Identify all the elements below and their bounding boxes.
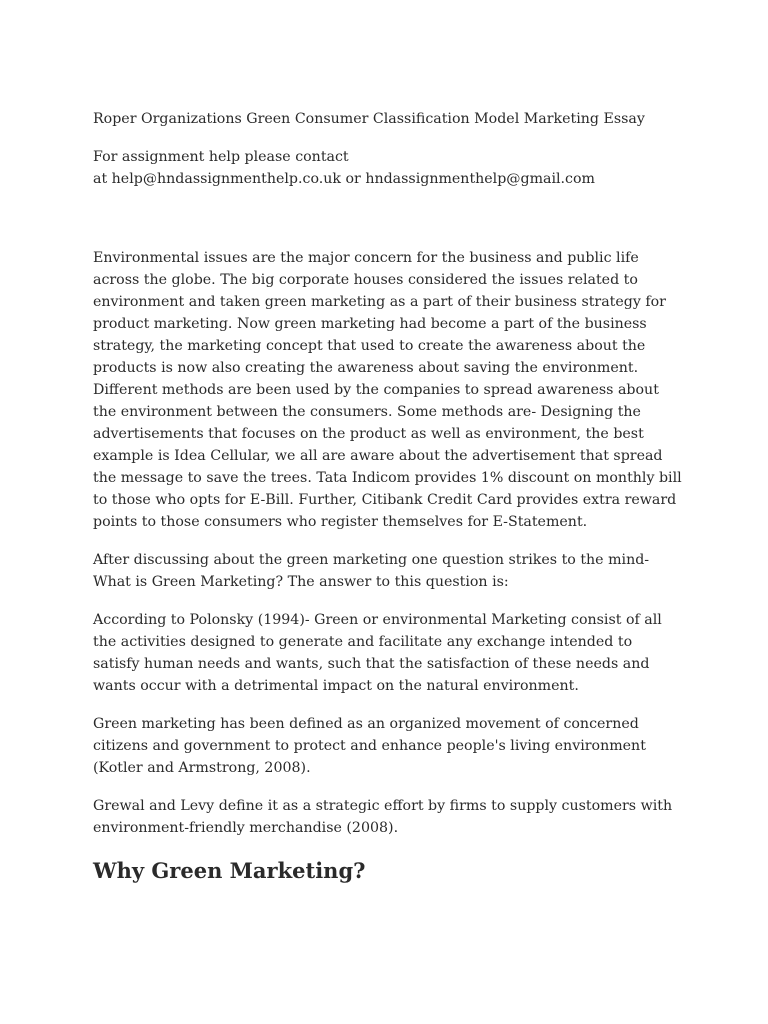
- contact-line-1: For assignment help please contact: [93, 149, 349, 165]
- section-heading: Why Green Marketing?: [93, 858, 366, 883]
- paragraph-environmental-issues: Environmental issues are the major concern for the business and public life across the globe. The big corporate houses considered the issues related to environment and taken green marketing as a part of their business strategy for product marketing. Now green marketing had become a part of the business strategy, the marketing concept that used to create the awareness about the products is now also creating the awareness about saving the environment. Different methods are been used by the companies to spread awareness about the environment between the consumers. Some methods are- Designing the advertisements that focuses on the product as well as environment, the best example is Idea Cellular, we all are aware about the advertisement that spread the message to save the trees. Tata Indicom provides 1% discount on monthly bill to those who opts for E-Bill. Further, Citibank Credit Card provides extra reward points to those consumers who register themselves for E-Statement.: [93, 250, 682, 530]
- contact-info: [93, 146, 683, 190]
- document-title: Roper Organizations Green Consumer Classification Model Marketing Essay: [93, 111, 645, 127]
- document-content: [93, 108, 683, 886]
- paragraph-grewal-levy-definition: Grewal and Levy define it as a strategic effort by firms to supply customers with environment-friendly merchandise (2008).: [93, 798, 673, 836]
- paragraph-kotler-definition: Green marketing has been defined as an organized movement of concerned citizens and government to protect and enhance people's living environment (Kotler and Armstrong, 2008).: [93, 716, 646, 776]
- contact-line-2: at help@hndassignmenthelp.co.uk or hndassignmenthelp@gmail.com: [93, 171, 596, 187]
- paragraph-what-is-green-marketing: After discussing about the green marketing one question strikes to the mind- What is Green Marketing? The answer to this question is:: [93, 552, 650, 590]
- blank-space: [93, 190, 683, 247]
- paragraph-polonsky-definition: According to Polonsky (1994)- Green or environmental Marketing consist of all the activities designed to generate and facilitate any exchange intended to satisfy human needs and wants, such that the satisfaction of these needs and wants occur with a detrimental impact on the natural environment.: [93, 612, 662, 694]
